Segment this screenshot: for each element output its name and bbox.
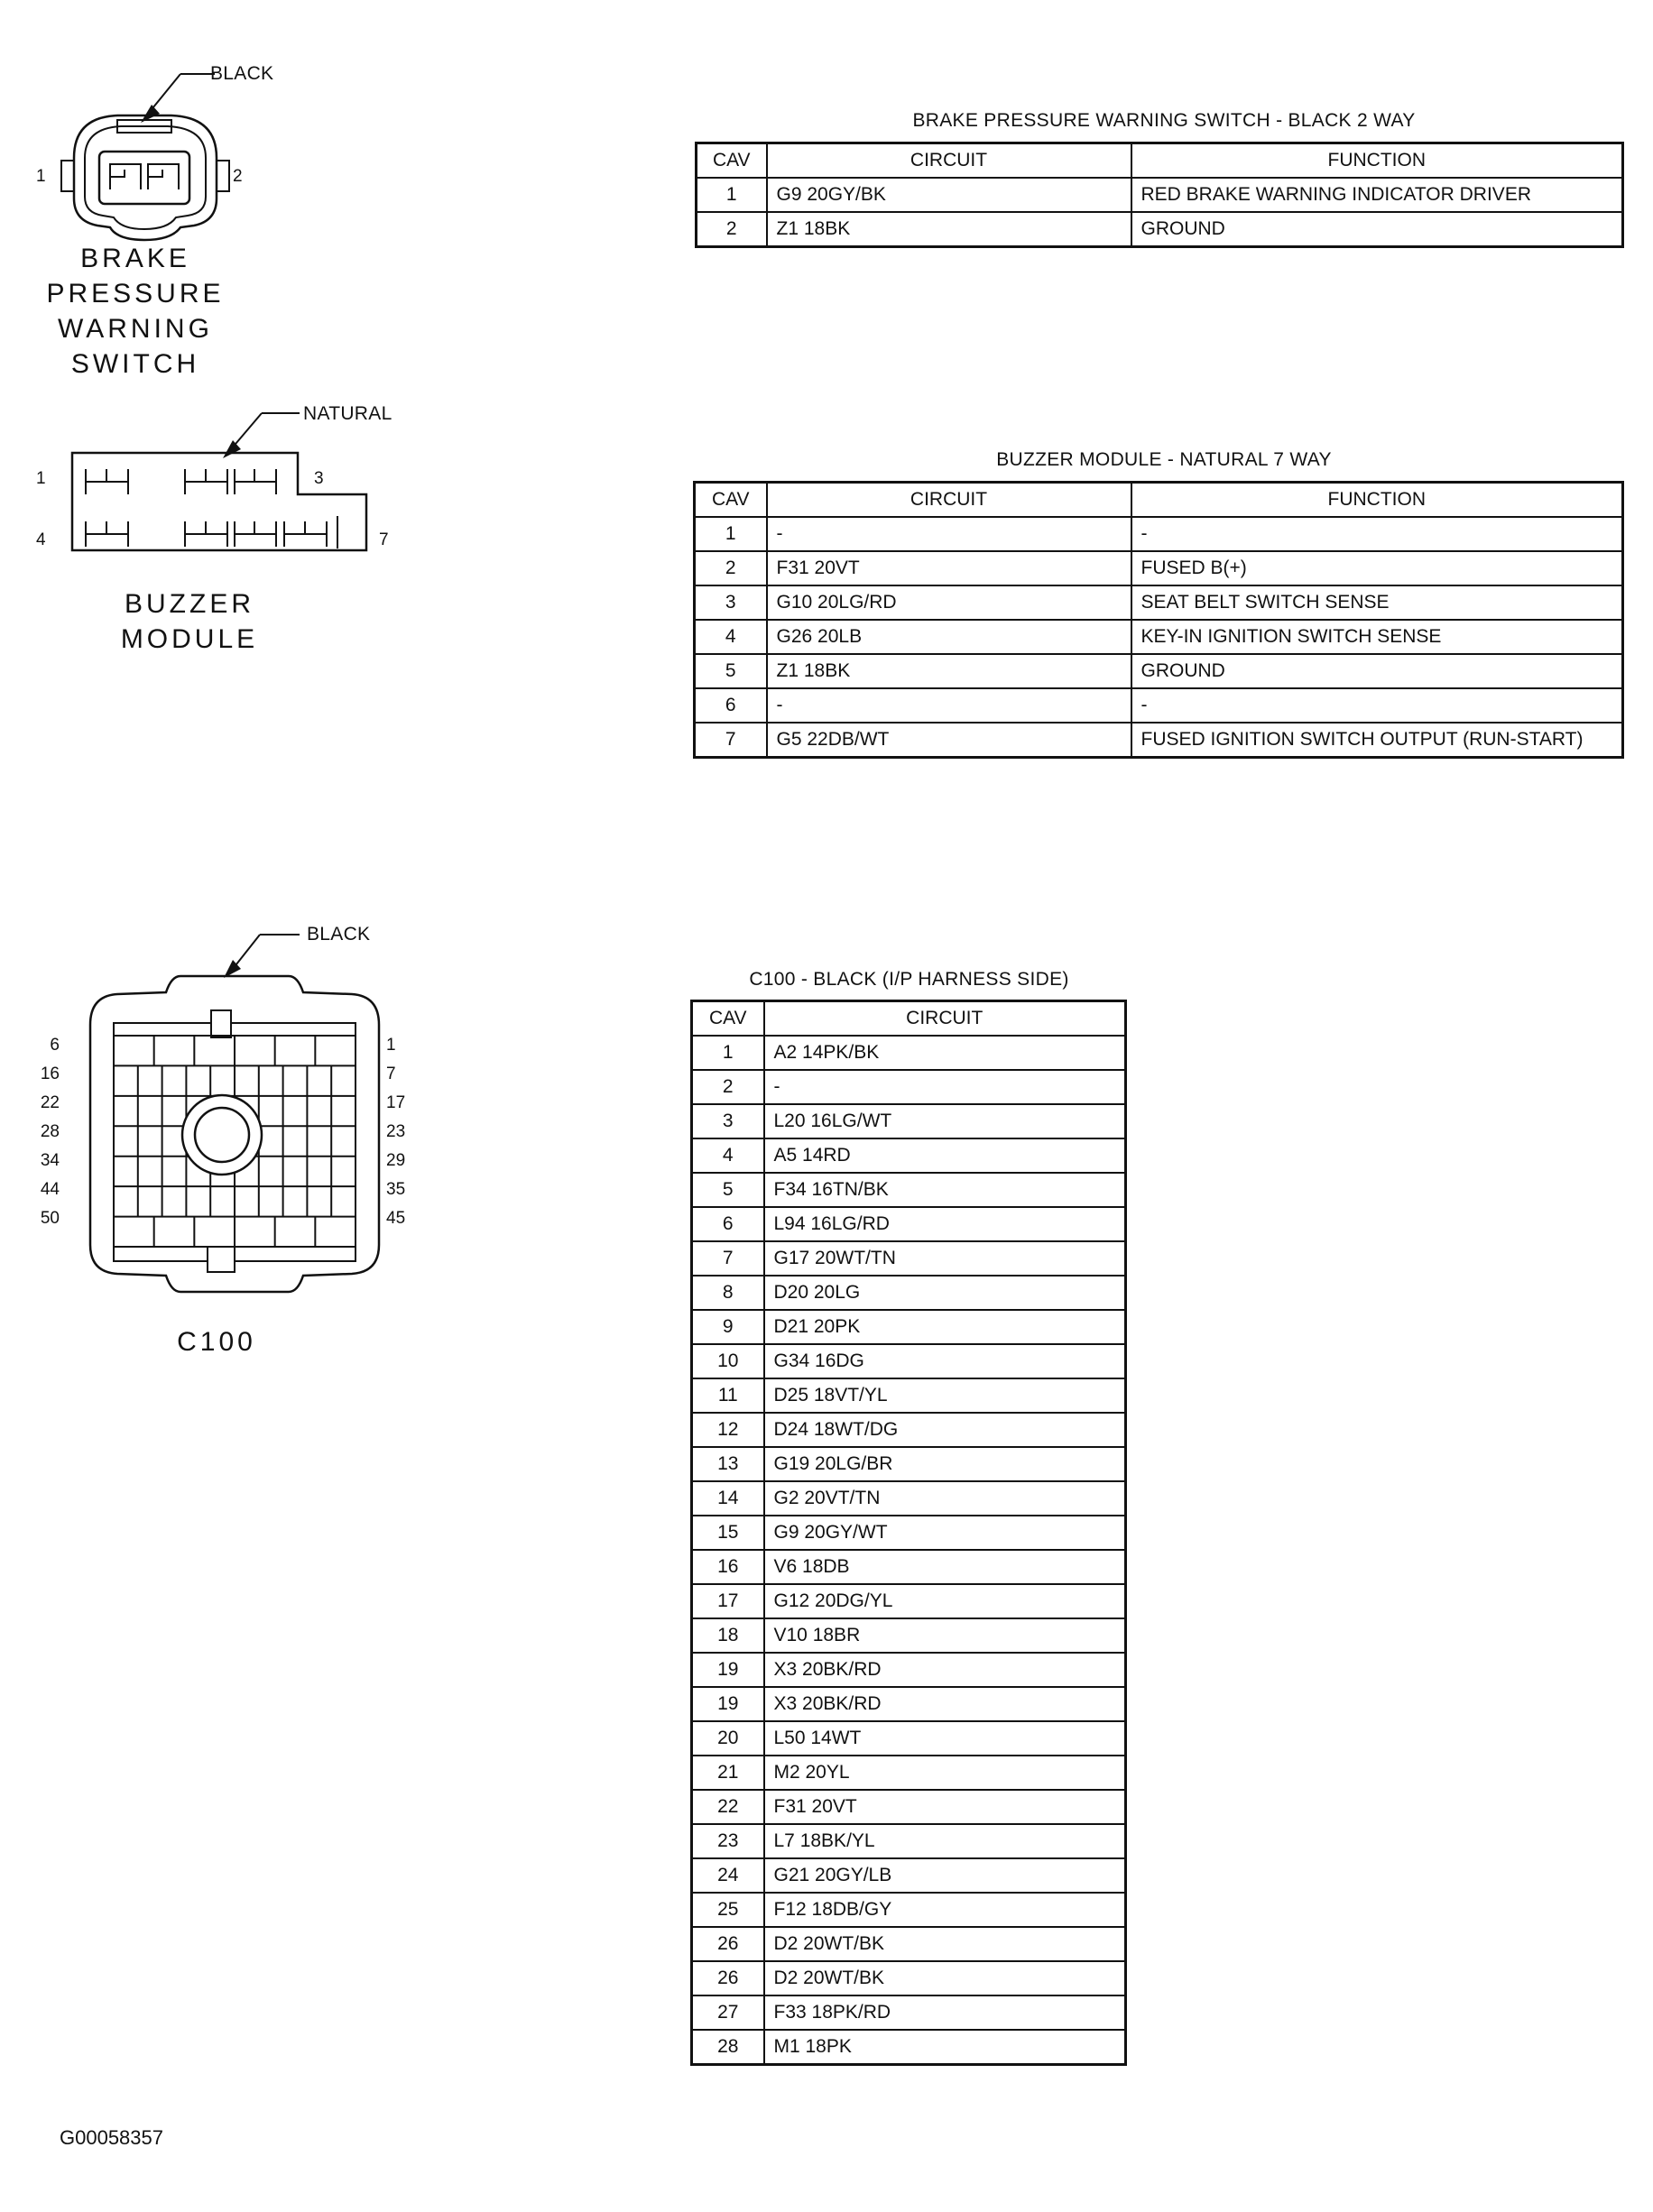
table-row [692,1481,1126,1516]
cell-cav: 2 [695,551,767,585]
cell-circuit: D20 20LG [764,1276,1126,1310]
cell-circuit: - [767,688,1131,723]
figure-id: G00058357 [60,2126,163,2149]
cell-circuit: L50 14WT [764,1721,1126,1756]
c100-pin-label: 35 [386,1180,406,1199]
header-function: FUNCTION [1131,483,1623,518]
header-cav: CAV [697,143,767,179]
cell-cav: 19 [692,1653,764,1687]
c100-pin-label: 6 [50,1036,60,1055]
cell-circuit: F31 20VT [767,551,1131,585]
cell-cav: 1 [697,178,767,212]
cell-circuit: G9 20GY/WT [764,1516,1126,1550]
table-row [692,1618,1126,1653]
c100-color-label: BLACK [307,924,371,945]
cell-circuit: X3 20BK/RD [764,1653,1126,1687]
cell-circuit: F34 16TN/BK [764,1173,1126,1207]
table-row [692,1584,1126,1618]
header-circuit: CIRCUIT [767,483,1131,518]
buzzer-module-pin-3: 3 [314,469,324,488]
cell-circuit: M2 20YL [764,1756,1126,1790]
cell-cav: 16 [692,1550,764,1584]
table-row [692,1790,1126,1824]
cell-cav: 14 [692,1481,764,1516]
table-row [695,654,1623,688]
cell-cav: 21 [692,1756,764,1790]
cell-circuit: Z1 18BK [767,212,1131,247]
cell-cav: 28 [692,2030,764,2065]
cell-function: SEAT BELT SWITCH SENSE [1131,585,1623,620]
cell-cav: 4 [695,620,767,654]
cell-circuit: F31 20VT [764,1790,1126,1824]
cell-cav: 2 [692,1070,764,1104]
header-circuit: CIRCUIT [764,1001,1126,1037]
cell-circuit: - [767,517,1131,551]
table-header-row [697,143,1623,179]
cell-function: GROUND [1131,654,1623,688]
c100-table-title: C100 - BLACK (I/P HARNESS SIDE) [749,969,1069,990]
cell-cav: 1 [692,1036,764,1070]
cell-cav: 24 [692,1858,764,1893]
table-row [692,1550,1126,1584]
table-row [692,1927,1126,1961]
c100-pin-label: 50 [40,1209,60,1228]
c100-pin-label: 16 [40,1065,60,1083]
c100-pin-label: 22 [40,1093,60,1112]
buzzer-module-color-label: NATURAL [303,403,392,424]
cell-cav: 26 [692,1961,764,1995]
table-row [692,1447,1126,1481]
cell-cav: 17 [692,1584,764,1618]
cell-circuit: F12 18DB/GY [764,1893,1126,1927]
buzzer-module-name-line: BUZZER [125,589,254,619]
cell-circuit: G19 20LG/BR [764,1447,1126,1481]
table-row [692,1104,1126,1138]
cell-circuit: A2 14PK/BK [764,1036,1126,1070]
cell-circuit: L20 16LG/WT [764,1104,1126,1138]
table-row [692,1173,1126,1207]
cell-circuit: G10 20LG/RD [767,585,1131,620]
c100-pins-left [23,1036,60,1238]
cell-circuit: V6 18DB [764,1550,1126,1584]
cell-circuit: G17 20WT/TN [764,1241,1126,1276]
table-row [692,1961,1126,1995]
cell-function: KEY-IN IGNITION SWITCH SENSE [1131,620,1623,654]
cell-circuit: G5 22DB/WT [767,723,1131,758]
table-row [692,1344,1126,1378]
buzzer-module-pin-1: 1 [36,469,46,488]
cell-cav: 8 [692,1276,764,1310]
cell-cav: 27 [692,1995,764,2030]
cell-circuit: G2 20VT/TN [764,1481,1126,1516]
c100-pin-label: 44 [40,1180,60,1199]
buzzer-module-table [693,481,1624,759]
table-header-row [692,1001,1126,1037]
table-row [692,1721,1126,1756]
cell-cav: 6 [692,1207,764,1241]
table-row [692,1241,1126,1276]
buzzer-module-table-title: BUZZER MODULE - NATURAL 7 WAY [996,449,1332,470]
table-row [695,688,1623,723]
header-cav: CAV [695,483,767,518]
c100-pin-label: 1 [386,1036,396,1055]
cell-cav: 6 [695,688,767,723]
table-row [692,1310,1126,1344]
c100-pin-label: 17 [386,1093,406,1112]
cell-circuit: V10 18BR [764,1618,1126,1653]
c100-name: C100 [177,1327,256,1357]
cell-cav: 11 [692,1378,764,1413]
cell-circuit: G9 20GY/BK [767,178,1131,212]
table-row [692,1756,1126,1790]
cell-circuit: D25 18VT/YL [764,1378,1126,1413]
cell-cav: 23 [692,1824,764,1858]
cell-circuit: G12 20DG/YL [764,1584,1126,1618]
cell-cav: 4 [692,1138,764,1173]
cell-cav: 2 [697,212,767,247]
cell-cav: 1 [695,517,767,551]
cell-circuit: G21 20GY/LB [764,1858,1126,1893]
brake-switch-color-label: BLACK [210,63,274,84]
cell-function: FUSED IGNITION SWITCH OUTPUT (RUN-START) [1131,723,1623,758]
cell-cav: 13 [692,1447,764,1481]
table-row [692,1858,1126,1893]
cell-function: GROUND [1131,212,1623,247]
table-header-row [695,483,1623,518]
brake-switch-name-line: PRESSURE [46,279,225,309]
brake-switch-connector-drawing [27,54,334,271]
cell-circuit: D24 18WT/DG [764,1413,1126,1447]
buzzer-module-pin-7: 7 [379,530,389,549]
cell-cav: 25 [692,1893,764,1927]
cell-cav: 7 [692,1241,764,1276]
c100-pins-right [386,1036,422,1238]
table-row [695,620,1623,654]
table-row [692,1070,1126,1104]
c100-pin-label: 45 [386,1209,406,1228]
cell-cav: 5 [692,1173,764,1207]
cell-circuit: L94 16LG/RD [764,1207,1126,1241]
cell-cav: 20 [692,1721,764,1756]
cell-cav: 9 [692,1310,764,1344]
table-row [695,517,1623,551]
table-row [692,1138,1126,1173]
brake-switch-pin-2: 2 [233,167,243,186]
cell-circuit: M1 18PK [764,2030,1126,2065]
cell-circuit: G34 16DG [764,1344,1126,1378]
table-row [692,1516,1126,1550]
cell-circuit: Z1 18BK [767,654,1131,688]
table-row [692,1207,1126,1241]
cell-function: - [1131,517,1623,551]
c100-pin-label: 23 [386,1122,406,1141]
brake-switch-pin-1: 1 [36,167,46,186]
cell-circuit: D21 20PK [764,1310,1126,1344]
cell-cav: 19 [692,1687,764,1721]
table-row [692,1653,1126,1687]
c100-pin-label: 28 [40,1122,60,1141]
brake-switch-name-line: BRAKE [80,244,190,273]
cell-cav: 18 [692,1618,764,1653]
table-row [692,2030,1126,2065]
table-row [692,1687,1126,1721]
table-row [692,1824,1126,1858]
buzzer-module-pin-4: 4 [36,530,46,549]
table-row [697,178,1623,212]
brake-switch-table-title: BRAKE PRESSURE WARNING SWITCH - BLACK 2 WAY [912,110,1416,131]
cell-circuit: A5 14RD [764,1138,1126,1173]
c100-table [690,1000,1127,2066]
cell-cav: 22 [692,1790,764,1824]
brake-switch-table [695,142,1624,248]
brake-switch-name-line: WARNING [58,314,213,344]
header-circuit: CIRCUIT [767,143,1131,179]
table-row [692,1413,1126,1447]
cell-cav: 3 [695,585,767,620]
cell-cav: 10 [692,1344,764,1378]
cell-cav: 26 [692,1927,764,1961]
header-cav: CAV [692,1001,764,1037]
c100-pin-label: 34 [40,1151,60,1170]
table-row [692,1276,1126,1310]
table-row [692,1995,1126,2030]
cell-cav: 12 [692,1413,764,1447]
cell-circuit: D2 20WT/BK [764,1961,1126,1995]
brake-switch-name [45,241,226,382]
cell-circuit: D2 20WT/BK [764,1927,1126,1961]
table-row [695,551,1623,585]
c100-pin-label: 29 [386,1151,406,1170]
cell-function: FUSED B(+) [1131,551,1623,585]
table-row [692,1378,1126,1413]
buzzer-module-name-line: MODULE [120,624,259,654]
c100-connector-drawing [54,920,415,1308]
cell-function: - [1131,688,1623,723]
buzzer-module-name [90,586,289,657]
cell-circuit: G26 20LB [767,620,1131,654]
cell-cav: 15 [692,1516,764,1550]
cell-cav: 5 [695,654,767,688]
cell-circuit: X3 20BK/RD [764,1687,1126,1721]
cell-circuit: F33 18PK/RD [764,1995,1126,2030]
table-row [695,723,1623,758]
table-row [695,585,1623,620]
table-row [692,1893,1126,1927]
cell-cav: 3 [692,1104,764,1138]
cell-function: RED BRAKE WARNING INDICATOR DRIVER [1131,178,1623,212]
table-row [692,1036,1126,1070]
brake-switch-name-line: SWITCH [70,349,200,379]
cell-circuit: L7 18BK/YL [764,1824,1126,1858]
header-function: FUNCTION [1131,143,1623,179]
cell-circuit: - [764,1070,1126,1104]
table-row [697,212,1623,247]
c100-pin-label: 7 [386,1065,396,1083]
cell-cav: 7 [695,723,767,758]
